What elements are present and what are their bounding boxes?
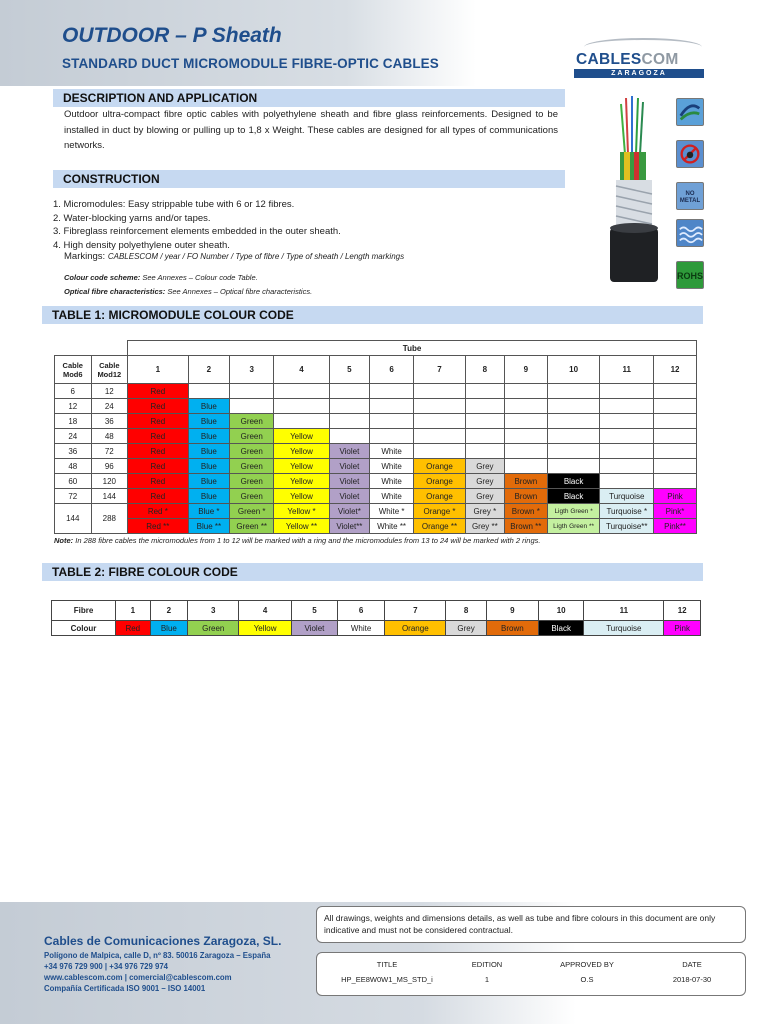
empty-cell [547,444,600,459]
tube-number-header: 3 [230,356,274,384]
logo-subtext: ZARAGOZA [574,69,704,78]
colour-scheme-note [64,271,312,285]
empty-cell [414,399,466,414]
tube-colour-cell: Green * [230,504,274,519]
tube-colour-cell: White [370,474,414,489]
fibre-colour-cell: Brown [486,621,538,636]
tube-colour-cell: Blue [188,474,230,489]
tube-colour-cell: Blue [188,459,230,474]
tube-colour-cell: Green [230,414,274,429]
construction-item: 2. Water-blocking yarns and/or tapes. [53,212,211,224]
optical-text: See Annexes – Optical fibre characteristics. [165,287,313,296]
tube-number-header: 4 [274,356,329,384]
empty-cell [600,444,654,459]
logo-com-text: COM [641,51,679,68]
markings-text: CABLESCOM / year / FO Number / Type of fibre / Type of sheath / Length markings [107,252,405,261]
empty-cell [547,384,600,399]
tube-colour-cell: Red [128,459,188,474]
empty-cell [547,429,600,444]
fibre-colour-table [51,600,701,636]
fibre-number-cell: 3 [188,601,239,621]
empty-cell [600,459,654,474]
tube-colour-cell: Pink* [654,504,697,519]
empty-cell [465,414,504,429]
tube-colour-cell: Violet* [329,504,369,519]
tube-colour-cell: Orange * [414,504,466,519]
empty-cell [600,429,654,444]
table-row [55,444,697,459]
tube-number-header: 6 [370,356,414,384]
tube-colour-cell: Turquoise** [600,519,654,534]
fibre-number-cell: 1 [116,601,151,621]
empty-cell [370,429,414,444]
table-row [55,519,697,534]
no-rodent-icon [676,140,704,168]
table-row [55,489,697,504]
empty-cell [274,399,329,414]
tube-colour-cell: Violet [329,474,369,489]
fibre-number-cell: 12 [664,601,701,621]
approved-value: O.S [580,975,594,984]
tube-colour-cell: Green [230,429,274,444]
empty-cell [414,444,466,459]
annex-notes [64,271,312,299]
tube-colour-cell: Yellow [274,459,329,474]
cable-mod12-value: 24 [91,399,128,414]
tube-colour-cell: Green [230,459,274,474]
cablescom-logo [574,38,708,76]
table-row [55,384,697,399]
tube-colour-cell: Orange [414,474,466,489]
tube-colour-cell: Red [128,489,188,504]
fibre-colour-cell: Green [188,621,239,636]
empty-cell [654,414,697,429]
tube-number-header: 12 [654,356,697,384]
fibre-number-cell: 11 [584,601,664,621]
cable-mod6-value: 18 [55,414,92,429]
tube-colour-cell: Orange [414,489,466,504]
tube-number-header: 2 [188,356,230,384]
cable-mod6-value: 12 [55,399,92,414]
tube-colour-cell: Pink [654,489,697,504]
empty-cell [654,459,697,474]
construction-item: 3. Fibreglass reinforcement elements embedded in the outer sheath. [53,226,341,237]
tube-number-header: 11 [600,356,654,384]
tube-colour-cell: Ligth Green * [547,504,600,519]
tube-colour-cell: Red [128,474,188,489]
fibre-colour-cell: Orange [385,621,446,636]
edition-value: 1 [484,975,490,984]
fibre-colour-cell: Grey [446,621,486,636]
water-waves-icon [676,219,704,247]
page-title: OUTDOOR – P Sheath [62,24,282,47]
tube-colour-cell: Green [230,444,274,459]
empty-cell [329,399,369,414]
tube-colour-cell: Green [230,489,274,504]
empty-cell [465,444,504,459]
date-value: 2018-07-30 [672,975,712,984]
table-header-row [55,341,697,356]
cable-mod12-value: 120 [91,474,128,489]
note-text: In 288 fibre cables the micromodules from 1 to 12 will be marked with a ring and the micromodules from 13 to 24 will be marked with 2 rings. [73,536,541,545]
description-heading: DESCRIPTION AND APPLICATION [53,89,565,107]
empty-cell [547,414,600,429]
tube-colour-cell: Brown [504,474,547,489]
table-corner-cell [55,341,128,356]
cable-mod12-value: 72 [91,444,128,459]
cable-mod6-value: 6 [55,384,92,399]
empty-cell [370,384,414,399]
tube-colour-cell: Blue [188,429,230,444]
cable-mod12-header: Cable Mod12 [91,356,128,384]
tube-colour-cell: Red [128,384,188,399]
tube-number-header: 1 [128,356,188,384]
empty-cell [414,384,466,399]
address-line: Polígono de Malpica, calle D, nº 83. 50016 Zaragoza – España [44,951,271,960]
tube-colour-cell: White [370,489,414,504]
cable-mod12-value: 288 [91,504,128,534]
tube-colour-cell: Violet** [329,519,369,534]
table2-heading: TABLE 2: FIBRE COLOUR CODE [42,563,703,581]
cable-mod6-value: 60 [55,474,92,489]
markings-line [64,251,404,262]
cable-mod6-header: Cable Mod6 [55,356,92,384]
tube-colour-cell: Black [547,474,600,489]
rohs-icon: ROHS [676,261,704,289]
empty-cell [329,384,369,399]
fibre-number-cell: 9 [486,601,538,621]
fibre-number-cell: 6 [337,601,384,621]
fibre-colour-cell: Black [539,621,584,636]
tube-colour-cell: Yellow * [274,504,329,519]
fibre-colour-cell: White [337,621,384,636]
tube-number-header: 5 [329,356,369,384]
colour-header: Colour [52,621,116,636]
tube-colour-cell: Blue [188,399,230,414]
tube-colour-cell: Pink** [654,519,697,534]
tube-colour-cell: Grey * [465,504,504,519]
tube-colour-cell: Red ** [128,519,188,534]
empty-cell [504,444,547,459]
construction-list [53,198,341,252]
tube-number-header: 9 [504,356,547,384]
empty-cell [274,414,329,429]
tube-colour-cell: Ligth Green ** [547,519,600,534]
certification-line: Compañía Certificada ISO 9001 – ISO 14001 [44,984,206,993]
disclaimer-box: All drawings, weights and dimensions details, as well as tube and fibre colours in this document are only indicative and must not be considered contractual. [316,906,746,943]
tube-colour-cell: Yellow [274,489,329,504]
company-name: Cables de Comunicaciones Zaragoza, SL. [44,934,282,948]
tube-colour-cell: Turquoise [600,489,654,504]
tube-number-header: 7 [414,356,466,384]
empty-cell [600,414,654,429]
cable-mod6-value: 72 [55,489,92,504]
empty-cell [414,414,466,429]
table-header-row [55,356,697,384]
empty-cell [370,414,414,429]
fibre-number-cell: 8 [446,601,486,621]
empty-cell [414,429,466,444]
water-blowing-icon [676,98,704,126]
tube-colour-cell: Blue ** [188,519,230,534]
tube-number-header: 8 [465,356,504,384]
date-label: DATE [682,960,702,969]
tube-colour-cell: Blue [188,444,230,459]
table-row [52,621,701,636]
cable-mod6-value: 36 [55,444,92,459]
table-row [55,414,697,429]
fibre-number-cell: 4 [239,601,292,621]
tube-colour-cell: Blue [188,414,230,429]
tube-colour-cell: Orange ** [414,519,466,534]
feature-icons [676,98,706,298]
empty-cell [329,414,369,429]
fibre-number-cell: 10 [539,601,584,621]
fibre-colour-cell: Red [116,621,151,636]
company-address [44,950,270,994]
empty-cell [329,429,369,444]
empty-cell [654,399,697,414]
empty-cell [504,384,547,399]
micromodule-colour-table [54,340,697,534]
cable-mod12-value: 36 [91,414,128,429]
empty-cell [547,459,600,474]
empty-cell [654,384,697,399]
tube-colour-cell: Blue [188,489,230,504]
tube-colour-cell: Orange [414,459,466,474]
logo-wordmark [576,51,679,69]
fibre-colour-cell: Turquoise [584,621,664,636]
web-email-line: www.cablescom.com | comercial@cablescom.com [44,973,232,982]
empty-cell [504,414,547,429]
tube-colour-cell: Red [128,399,188,414]
tube-colour-cell: Violet [329,444,369,459]
approved-label: APPROVED BY [560,960,614,969]
empty-cell [504,459,547,474]
tube-colour-cell: Blue * [188,504,230,519]
tube-colour-cell: White * [370,504,414,519]
tube-colour-cell: Red [128,414,188,429]
title-label: TITLE [376,960,398,969]
empty-cell [188,384,230,399]
empty-cell [230,399,274,414]
tube-colour-cell: Yellow ** [274,519,329,534]
empty-cell [504,429,547,444]
tube-colour-cell: Yellow [274,429,329,444]
tube-colour-cell: Brown [504,489,547,504]
tube-colour-cell: Brown ** [504,519,547,534]
empty-cell [504,399,547,414]
cable-cross-section-image [598,94,672,286]
tube-number-header: 10 [547,356,600,384]
empty-cell [465,384,504,399]
markings-label: Markings: [64,251,108,262]
fibre-colour-cell: Yellow [239,621,292,636]
empty-cell [654,429,697,444]
empty-cell [600,399,654,414]
empty-cell [465,399,504,414]
optical-note [64,285,312,299]
construction-item: 4. High density polyethylene outer sheath. [53,239,230,251]
tube-colour-cell: Black [547,489,600,504]
tube-header: Tube [128,341,697,356]
construction-item: 1. Micromodules: Easy strippable tube with 6 or 12 fibres. [53,199,295,210]
tube-colour-cell: Brown * [504,504,547,519]
edition-label: EDITION [471,960,503,969]
cable-mod12-value: 144 [91,489,128,504]
tube-colour-cell: Turquoise * [600,504,654,519]
empty-cell [274,384,329,399]
logo-main-text: CABLES [576,51,642,68]
tube-colour-cell: Grey [465,459,504,474]
construction-heading: CONSTRUCTION [53,170,565,188]
tube-colour-cell: Green [230,474,274,489]
title-value: HP_EE8W0W1_MS_STD_i [341,975,433,984]
cable-mod12-value: 48 [91,429,128,444]
table1-note [54,536,540,545]
tube-colour-cell: Grey [465,489,504,504]
fibre-number-cell: 5 [291,601,337,621]
fibre-colour-cell: Blue [150,621,188,636]
empty-cell [465,429,504,444]
fibre-header: Fibre [52,601,116,621]
table-row [55,459,697,474]
cable-mod6-value: 144 [55,504,92,534]
cable-mod12-value: 12 [91,384,128,399]
table-row [55,399,697,414]
description-text: Outdoor ultra-compact fibre optic cables with polyethylene sheath and fibre glass reinforcements. Designed to be installed in duct by blowing or pulling up to 1,8 x Weight. These cables are designed for all types of communications networks. [64,109,558,151]
tube-colour-cell: Yellow [274,474,329,489]
tube-colour-cell: Yellow [274,444,329,459]
fibre-number-cell: 7 [385,601,446,621]
empty-cell [654,444,697,459]
empty-cell [370,399,414,414]
phone-line: +34 976 729 900 | +34 976 729 974 [44,962,169,971]
table-row [55,429,697,444]
tube-colour-cell: Grey [465,474,504,489]
tube-colour-cell: Grey ** [465,519,504,534]
cable-mod6-value: 24 [55,429,92,444]
document-info-box [316,952,746,996]
table-row [52,601,701,621]
tube-colour-cell: White ** [370,519,414,534]
tube-colour-cell: Violet [329,459,369,474]
empty-cell [230,384,274,399]
colour-scheme-text: See Annexes – Colour code Table. [140,273,258,282]
empty-cell [547,399,600,414]
fibre-colour-cell: Pink [664,621,701,636]
table-row [55,474,697,489]
tube-colour-cell: White [370,444,414,459]
table1-heading: TABLE 1: MICROMODULE COLOUR CODE [42,306,703,324]
cable-mod12-value: 96 [91,459,128,474]
tube-colour-cell: Red [128,444,188,459]
tube-colour-cell: Red * [128,504,188,519]
note-label: Note: [54,536,74,545]
fibre-number-cell: 2 [150,601,188,621]
empty-cell [600,474,654,489]
tube-colour-cell: Green ** [230,519,274,534]
page-subtitle: STANDARD DUCT MICROMODULE FIBRE-OPTIC CABLES [62,56,439,71]
cable-mod6-value: 48 [55,459,92,474]
tube-colour-cell: Red [128,429,188,444]
optical-label: Optical fibre characteristics: [64,287,166,296]
empty-cell [600,384,654,399]
tube-colour-cell: White [370,459,414,474]
table-row [55,504,697,519]
no-metal-icon: NO METAL [676,182,704,210]
colour-scheme-label: Colour code scheme: [64,273,141,282]
empty-cell [654,474,697,489]
tube-colour-cell: Violet [329,489,369,504]
fibre-colour-cell: Violet [291,621,337,636]
